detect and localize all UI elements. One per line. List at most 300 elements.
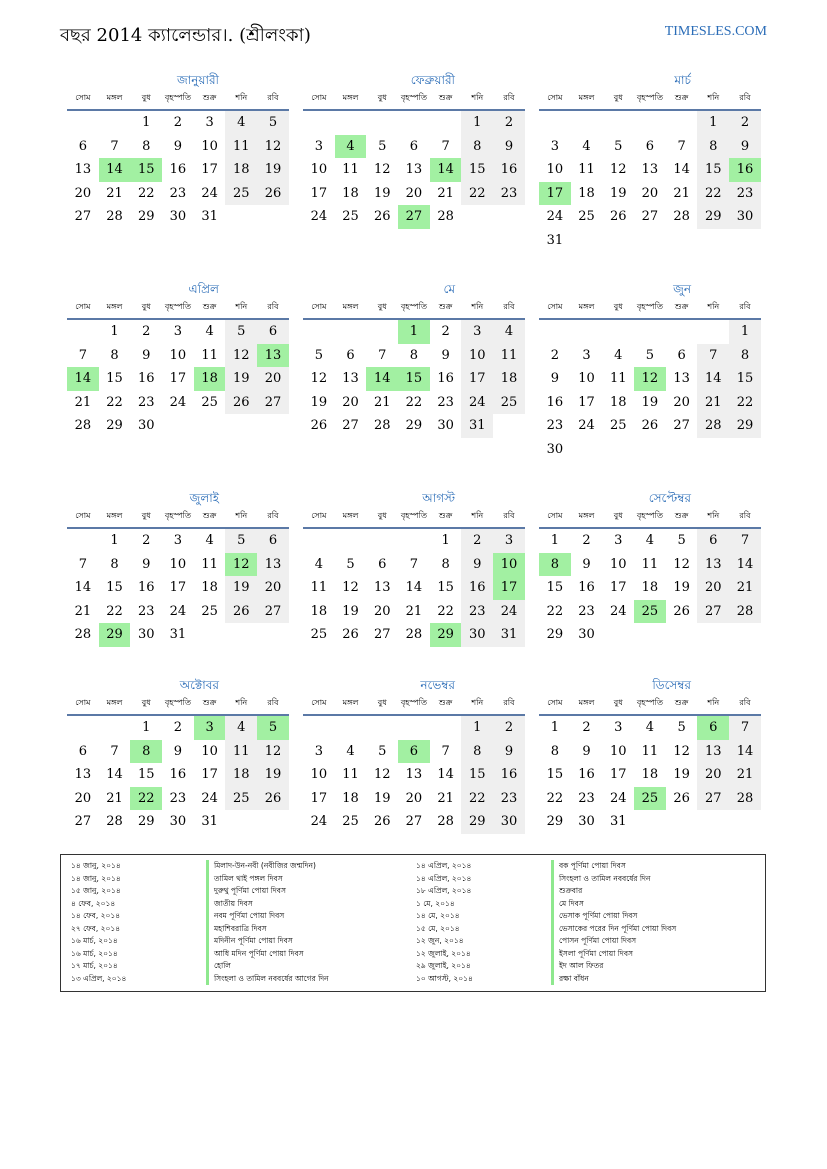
legend-names-right [551,860,676,985]
day-cell: 23 [546,418,564,433]
holiday-name: আধি মদিন পূর্ণিমা পোয়া দিবস [206,948,329,961]
weekday-label: বৃহস্পতি [164,93,191,102]
day-cell: 3 [493,529,525,553]
month-name: ডিসেম্বর [652,678,691,692]
day-cell: 27 [697,787,729,811]
day-cell: 18 [609,394,627,410]
day-cell: 11 [609,371,627,386]
holiday-name: জাতীয় দিবস [206,898,329,911]
weekday-label: সোম [311,698,327,707]
day-cell: 25 [225,787,257,811]
day-cell: 11 [225,135,257,159]
day-cell: 17 [310,185,328,201]
day-cell: 25 [609,418,627,433]
day-cell: 7 [110,138,119,154]
weekday-label: সোম [311,511,327,520]
holiday-date: ১৪ এপ্রিল, ২০১৪ [416,861,472,870]
holiday-cell: 29 [430,623,462,647]
day-cell: 16 [546,394,564,410]
day-cell: 15 [461,763,493,787]
day-cell: 29 [697,205,729,229]
day-grid [303,320,525,438]
day-cell: 16 [461,576,493,600]
day-cell: 20 [74,185,92,201]
day-cell: 16 [169,162,187,177]
empty-cell [335,111,367,135]
day-cell: 17 [609,767,627,782]
month-block [303,490,525,647]
day-cell: 21 [405,603,423,619]
day-grid [303,111,525,229]
day-cell: 15 [546,767,564,782]
day-cell: 30 [437,418,454,433]
weekday-label: বুধ [377,698,387,707]
weekday-label: শনি [707,511,720,520]
day-cell: 6 [257,320,289,344]
day-cell: 28 [673,209,690,224]
holiday-cell: 13 [257,344,289,368]
day-cell: 12 [373,162,391,177]
holiday-cell: 4 [335,135,367,159]
day-cell: 11 [310,580,328,595]
day-cell: 21 [729,763,761,787]
day-cell: 6 [697,529,729,553]
holiday-name: ভেসাক পূর্ণিমা পোয়া দিবস [551,910,676,923]
weekday-label: শনি [235,93,248,102]
day-cell: 3 [205,115,214,130]
day-cell: 16 [137,371,155,386]
day-cell: 7 [78,347,87,363]
day-cell: 1 [550,533,559,548]
day-cell: 18 [225,158,257,182]
day-cell: 9 [493,135,525,159]
day-cell: 20 [697,763,729,787]
day-cell: 9 [493,740,525,764]
month-block [539,677,761,834]
month-block [67,281,289,438]
weekday-label: মঙ্গল [342,93,359,102]
day-cell: 3 [550,138,559,154]
empty-cell [67,320,99,344]
day-cell: 27 [74,814,92,829]
day-cell: 1 [110,533,119,548]
day-cell: 31 [201,209,218,224]
holiday-name: সিংহলা ও তামিল নববর্ষের দিন [551,873,676,886]
day-cell: 13 [697,740,729,764]
day-cell: 20 [405,185,423,201]
day-cell: 21 [673,185,690,201]
weekday-label: রবি [267,511,279,520]
weekday-label: শুক্র [438,698,453,707]
day-cell: 22 [546,790,564,806]
day-cell: 13 [74,162,92,177]
day-cell: 14 [437,767,454,782]
day-cell: 12 [225,344,257,368]
day-cell: 28 [437,209,454,224]
day-cell: 29 [137,814,155,829]
holiday-name: সিংহলা ও তামিল নববর্ষের আগের দিন [206,973,329,986]
day-cell: 5 [378,743,387,759]
day-cell: 24 [546,209,564,224]
day-cell: 30 [578,627,595,642]
holiday-date: ১০ আগস্ট, ২০১৪ [416,973,473,983]
day-cell: 31 [546,232,564,248]
day-cell: 13 [697,553,729,577]
holiday-cell: 16 [729,158,761,182]
weekday-label: শুক্র [202,93,217,102]
day-cell: 30 [546,441,564,457]
empty-cell [634,111,666,135]
month-name: নভেম্বর [420,678,455,692]
day-cell: 28 [729,787,761,811]
holiday-cell: 12 [225,553,257,577]
day-cell: 7 [378,347,387,363]
month-block [539,490,761,647]
empty-cell [99,716,131,740]
day-cell: 17 [169,580,187,595]
day-cell: 24 [169,394,187,410]
holiday-cell: 6 [697,716,729,740]
day-cell: 13 [405,162,423,177]
day-cell: 19 [342,603,359,619]
day-cell: 8 [441,556,450,572]
day-cell: 21 [373,394,391,410]
day-cell: 24 [169,603,187,619]
page-title: বছর 2014 ক্যালেন্ডার।. (শ্রীলংকা) [60,25,311,46]
day-cell: 19 [673,580,690,595]
day-grid [303,716,525,834]
day-cell: 14 [729,740,761,764]
day-cell: 17 [461,367,493,391]
day-cell: 2 [461,529,493,553]
empty-cell [602,320,634,344]
weekday-label: শুক্র [674,511,689,520]
day-cell: 28 [74,418,92,433]
month-name: মে [443,282,455,296]
day-cell: 22 [405,394,423,410]
empty-cell [99,111,131,135]
day-cell: 1 [550,720,559,735]
day-cell: 2 [582,533,591,548]
month-name: ফেব্রুয়ারী [410,73,455,87]
weekday-label: শনি [471,511,484,520]
weekday-label: মঙ্গল [106,93,123,102]
holiday-name: ইদ আল ফিতর [551,960,676,973]
day-cell: 21 [106,790,123,806]
day-cell: 4 [645,720,655,735]
weekday-label: রবি [267,302,279,311]
weekday-label: সোম [547,511,563,520]
day-cell: 27 [673,418,690,433]
weekday-label: শুক্র [202,698,217,707]
empty-cell [303,529,335,553]
day-cell: 11 [225,740,257,764]
day-cell: 13 [641,162,659,177]
day-cell: 11 [641,743,659,759]
day-cell: 30 [461,623,493,647]
day-cell: 19 [609,185,627,201]
day-cell: 14 [74,580,92,595]
day-cell: 22 [729,391,761,415]
holiday-date: ১৩ এপ্রিল, ২০১৪ [71,973,127,983]
day-cell: 25 [225,182,257,206]
empty-cell [697,320,729,344]
day-cell: 20 [641,185,659,201]
day-cell: 15 [461,158,493,182]
day-cell: 2 [142,324,151,339]
holiday-date: ২৯ জুলাই, ২০১৪ [416,961,471,970]
holiday-date: ১৪ মে, ২০১৪ [416,911,460,920]
day-cell: 24 [609,790,627,806]
day-grid [67,320,289,438]
day-cell: 2 [173,720,183,735]
day-cell: 9 [441,347,450,363]
weekday-label: বৃহস্পতি [636,511,663,520]
day-cell: 26 [673,603,690,619]
day-cell: 6 [409,138,419,154]
weekday-label: বৃহস্পতি [164,302,191,311]
day-cell: 6 [378,556,387,572]
day-cell: 29 [546,814,564,829]
day-cell: 29 [729,414,761,438]
day-cell: 16 [493,158,525,182]
day-cell: 12 [257,740,289,764]
day-cell: 23 [493,182,525,206]
holiday-name: তামিল থাই পঙ্গল দিবস [206,873,329,886]
day-cell: 26 [373,814,391,829]
day-cell: 30 [137,627,155,642]
day-cell: 31 [201,814,218,829]
holiday-name: নবম পূর্ণিমা পোয়া দিবস [206,910,329,923]
day-cell: 10 [169,347,187,363]
day-cell: 23 [461,600,493,624]
month-block [67,677,289,834]
weekday-label: বুধ [613,511,623,520]
weekday-label: রবি [503,93,515,102]
day-cell: 6 [78,138,87,154]
weekday-label: মঙ্গল [578,302,595,311]
day-cell: 27 [74,209,92,224]
day-cell: 2 [441,324,450,339]
weekday-label: সোম [547,93,563,102]
day-cell: 8 [461,135,493,159]
day-cell: 2 [173,115,183,130]
day-cell: 26 [310,418,328,433]
weekday-label: রবি [739,698,751,707]
weekday-label: বৃহস্পতি [636,93,663,102]
month-name: মার্চ [674,73,691,87]
day-cell: 5 [677,533,686,548]
day-cell: 26 [342,627,359,642]
weekday-label: সোম [547,302,563,311]
empty-cell [303,320,335,344]
day-cell: 21 [106,185,123,201]
holiday-cell: 8 [539,553,571,577]
day-cell: 17 [169,371,187,386]
holiday-date: ২৭ ফেব, ২০১৪ [71,923,121,933]
day-cell: 5 [645,347,655,363]
day-cell: 4 [645,533,655,548]
holiday-cell: 15 [398,367,430,391]
day-cell: 21 [437,185,454,201]
day-cell: 25 [310,627,328,642]
day-cell: 15 [137,767,155,782]
day-cell: 5 [614,138,623,154]
day-grid [303,529,525,647]
holiday-date: ১৫ জানু, ২০১৪ [71,886,121,895]
day-cell: 17 [310,790,328,806]
day-cell: 2 [493,111,525,135]
day-cell: 22 [106,603,123,619]
day-cell: 3 [314,138,323,154]
day-cell: 6 [346,347,355,363]
weekday-header [539,297,761,320]
holiday-date: ৪ ফেব, ২০১৪ [71,898,116,908]
weekday-label: রবি [739,511,751,520]
day-cell: 29 [106,418,123,433]
month-name: আগস্ট [422,491,455,505]
day-cell: 11 [342,767,359,782]
weekday-label: শনি [471,698,484,707]
weekday-label: রবি [267,93,279,102]
day-cell: 18 [225,763,257,787]
empty-cell [398,716,430,740]
empty-cell [634,320,666,344]
weekday-label: শুক্র [438,511,453,520]
day-cell: 22 [461,787,493,811]
weekday-label: বুধ [613,302,623,311]
day-cell: 19 [257,158,289,182]
day-cell: 9 [461,553,493,577]
weekday-label: মঙ্গল [342,511,359,520]
day-cell: 20 [673,394,690,410]
day-cell: 3 [173,324,183,339]
day-cell: 7 [441,138,450,154]
holiday-date: ১৪ এপ্রিল, ২০১৪ [416,873,472,883]
day-cell: 28 [106,814,123,829]
day-cell: 19 [225,367,257,391]
day-cell: 30 [169,814,187,829]
day-cell: 23 [437,394,454,410]
empty-cell [666,320,698,344]
day-cell: 4 [493,320,525,344]
day-cell: 9 [173,743,183,759]
day-cell: 13 [257,553,289,577]
holiday-date: ১৪ জানু, ২০১৪ [71,861,121,870]
weekday-label: মঙ্গল [106,302,123,311]
day-cell: 27 [257,600,289,624]
day-cell: 11 [641,556,659,572]
weekday-header [303,506,525,529]
holiday-cell: 14 [366,367,398,391]
day-cell: 23 [169,185,187,201]
day-grid [67,111,289,229]
weekday-header [303,88,525,111]
holiday-cell: 22 [130,787,162,811]
weekday-label: বৃহস্পতি [636,698,663,707]
day-cell: 15 [546,580,564,595]
day-cell: 12 [673,556,690,572]
empty-cell [666,111,698,135]
empty-cell [335,716,367,740]
day-cell: 27 [342,418,359,433]
day-cell: 29 [461,810,493,834]
day-cell: 24 [578,418,595,433]
day-cell: 12 [673,743,690,759]
day-cell: 4 [314,556,323,572]
day-cell: 3 [173,533,183,548]
day-cell: 21 [74,394,92,410]
day-cell: 13 [373,580,391,595]
holiday-cell: 18 [194,367,226,391]
day-cell: 2 [550,347,559,363]
day-cell: 10 [310,767,328,782]
brand-link[interactable]: TIMESLES.COM [664,24,767,39]
day-cell: 20 [74,790,92,806]
day-cell: 10 [169,556,187,572]
day-cell: 4 [225,716,257,740]
day-cell: 24 [609,603,627,619]
empty-cell [366,529,398,553]
day-cell: 4 [205,324,214,339]
weekday-label: বুধ [613,698,623,707]
weekday-label: মঙ্গল [342,302,359,311]
day-cell: 28 [405,627,423,642]
day-cell: 18 [342,790,359,806]
day-cell: 1 [461,716,493,740]
holiday-name: রক্ষা বাঁধন [551,973,676,986]
weekday-header [303,297,525,320]
day-cell: 18 [201,580,218,595]
empty-cell [539,111,571,135]
day-cell: 15 [729,367,761,391]
day-cell: 17 [578,394,595,410]
day-cell: 12 [257,135,289,159]
weekday-label: বৃহস্পতি [164,511,191,520]
empty-cell [366,716,398,740]
empty-cell [303,111,335,135]
day-cell: 27 [373,627,391,642]
day-cell: 7 [409,556,419,572]
day-cell: 26 [257,182,289,206]
day-cell: 14 [697,367,729,391]
day-cell: 19 [373,790,391,806]
day-cell: 12 [342,580,359,595]
weekday-header [539,693,761,716]
day-cell: 26 [609,209,627,224]
holiday-cell: 25 [634,600,666,624]
holiday-cell: 17 [539,182,571,206]
day-cell: 1 [729,320,761,344]
day-cell: 9 [729,135,761,159]
weekday-label: শুক্র [202,511,217,520]
day-cell: 18 [578,185,595,201]
day-cell: 5 [314,347,323,363]
day-cell: 16 [578,767,595,782]
day-cell: 25 [201,394,218,410]
holiday-cell: 15 [130,158,162,182]
weekday-label: সোম [75,93,91,102]
empty-cell [366,111,398,135]
day-cell: 11 [201,347,218,363]
day-cell: 27 [257,391,289,415]
day-cell: 30 [169,209,187,224]
weekday-label: শনি [707,698,720,707]
day-cell: 19 [373,185,391,201]
month-block [67,72,289,229]
day-cell: 17 [201,767,218,782]
day-cell: 10 [310,162,328,177]
